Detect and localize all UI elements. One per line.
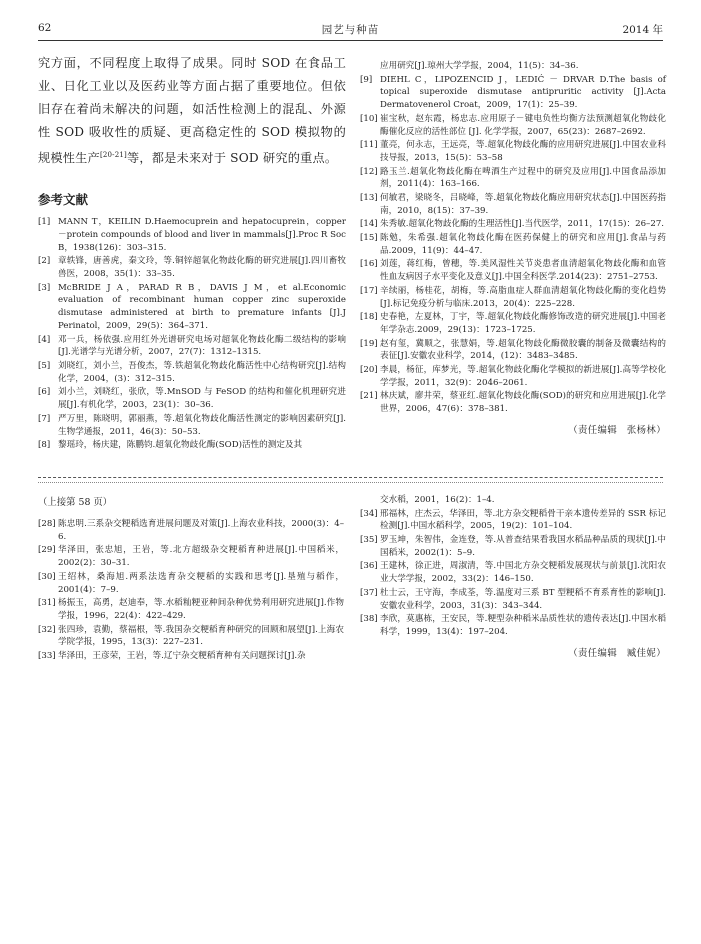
reference-item	[360, 508, 666, 534]
reference-text: 邓一兵，杨依强.应用红外光谱研究电场对超氧化物歧化酶二级结构的影响[J].光谱学与光谱分析，2007，27(7)：1312–1315.	[58, 334, 346, 358]
reference-number: [28]	[38, 519, 56, 529]
header-rule	[38, 40, 663, 41]
reference-number: [11]	[360, 140, 378, 151]
reference-text: 林庆斌，廖井荣，蔡亚红.超氧化物歧化酶(SOD)的研究和应用进展[J].化学世界，2006，47(6)：378–381.	[380, 391, 666, 415]
reference-text: 史春艳，左夏林，丁宇，等.超氧化物歧化酶修饰改造的研究进展[J].中国老年学杂志.2009，29(13)：1723–1725.	[380, 312, 666, 335]
reference-number: [18]	[360, 312, 378, 323]
reference-item	[360, 311, 666, 337]
reference-number: [1]	[38, 217, 51, 228]
reference-text: 刘晓红，刘小兰，吾俊杰，等.铁超氧化物歧化酶活性中心结构研究[J].结构化学，2004，(3)：312–315.	[58, 361, 346, 384]
continuation-reference-list-right	[360, 494, 666, 639]
continuation-editor-note: （责任编辑 臧佳妮）	[568, 647, 666, 659]
reference-item	[38, 518, 344, 544]
reference-item	[38, 360, 346, 386]
reference-number: [3]	[38, 282, 51, 293]
reference-text: 邢福林，庄杰云，华泽田，等.北方杂交粳稻骨干亲本遗传差异的 SSR 标记检测[J].中国水稻科学，2005，19(2)：101–104.	[380, 508, 666, 532]
reference-number: [37]	[360, 587, 378, 598]
reference-number: [29]	[38, 545, 56, 556]
reference-number: [16]	[360, 259, 378, 270]
reference-text: 严万里，陈晓明，郭丽燕，等.超氧化物歧化酶活性测定的影响因素研究[J].生物学通报，2011，46(3)：50–53.	[58, 413, 346, 437]
continuation-left-column	[38, 494, 344, 664]
reference-list-left	[38, 216, 346, 452]
reference-text: 交水稻，2001，16(2)：1–4.	[380, 495, 495, 505]
reference-number: [13]	[360, 192, 378, 203]
reference-text: DIEHL C，LIPOZENCID J，LEDIĆ － DRVAR D.The basis of topical superoxide dismutase antipruritic activity [J].Acta Dermatovenerol Croat，2009，17(1)：25–39.	[380, 74, 666, 111]
reference-item	[360, 390, 666, 416]
continuation-reference-list-left	[38, 518, 344, 663]
reference-item	[38, 597, 344, 623]
continuation-right-column	[360, 494, 666, 659]
reference-number: [33]	[38, 650, 56, 661]
reference-text: 章轶锋，唐善虎，秦文玲，等.铜锌超氧化物歧化酶的研究进展[J].四川畜牧兽医，2008，35(1)：33–35.	[58, 256, 346, 280]
reference-item	[38, 334, 346, 360]
reference-item	[360, 364, 666, 390]
reference-number: [34]	[360, 508, 378, 519]
section-divider	[38, 477, 663, 479]
reference-text: 王建林，徐正进，周淑清，等.中国北方杂交粳稻发展现状与前景[J].沈阳农业大学学报，2002，33(2)：146–150.	[380, 561, 666, 585]
reference-item	[38, 216, 346, 254]
reference-text: 赵有玺，冀顺之，张慧娟，等.超氧化物歧化酶微胶囊的制备及微囊结构的表征[J].安徽农业科学，2014，(12)：3483–3485.	[380, 338, 666, 362]
editor-note: （责任编辑 张杨林）	[568, 424, 666, 436]
journal-year: 2014 年	[622, 24, 663, 36]
reference-text: 王绍林，桑海旭.两系法选育杂交粳稻的实践和思考[J].垦殖与稻作，2001(4)：7–9.	[58, 571, 344, 595]
reference-number: [21]	[360, 391, 378, 402]
reference-text: 刘小兰，刘晓红，张欣，等.MnSOD 与 FeSOD 的结构和催化机理研究进展[J].有机化学，2003，23(1)：30–36.	[58, 387, 346, 411]
reference-item	[38, 413, 346, 439]
reference-text: 李晨，杨征，库梦光，等.超氧化物歧化酶化学模拟的新进展[J].高等学校化学学报，2011，32(9)：2046–2061.	[380, 364, 666, 388]
references-heading: 参考文献	[38, 192, 89, 208]
reference-number: [6]	[38, 387, 51, 398]
reference-text: 张四珍，袁勤，蔡福根，等.我国杂交粳稻育种研究的回顾和展望[J].上海农学院学报，1995，13(3)：227–231.	[58, 624, 344, 648]
reference-number: [12]	[360, 166, 378, 177]
reference-item	[360, 285, 666, 311]
reference-number: [30]	[38, 571, 56, 582]
continuation-label: （上接第 58 页）	[38, 497, 113, 508]
reference-item	[360, 613, 666, 639]
reference-item	[360, 494, 666, 507]
reference-text: 华泽田，王彦荣，王岩，等.辽宁杂交粳稻育种有关问题探讨[J].杂	[58, 650, 306, 661]
reference-item	[360, 587, 666, 613]
reference-text: 辛续丽，杨桂花，胡梅，等.高脂血症人群血清超氧化物歧化酶的变化趋势[J].标记免疫分析与临床.2013，20(4)：225–228.	[380, 285, 666, 309]
reference-item	[38, 282, 346, 333]
reference-number: [31]	[38, 598, 56, 609]
reference-number: [10]	[360, 113, 378, 124]
reference-item	[360, 60, 666, 73]
running-header	[38, 22, 663, 40]
journal-title: 园艺与种苗	[321, 24, 380, 36]
reference-item	[360, 560, 666, 586]
reference-text: 路玉兰.超氧化物歧化酶在啤酒生产过程中的研究及应用[J].中国食品添加剂，2011(4)：163–166.	[380, 166, 666, 190]
reference-item	[360, 218, 666, 231]
reference-item	[360, 534, 666, 560]
reference-number: [15]	[360, 232, 378, 243]
reference-number: [20]	[360, 364, 378, 375]
reference-text: 陈忠明.三系杂交粳稻选育进展问题及对策[J].上海农业科技，2000(3)：4–6.	[58, 519, 344, 542]
reference-list-right	[360, 60, 666, 416]
body-paragraph	[38, 52, 346, 170]
left-column	[38, 52, 346, 453]
reference-text: 黎瑶玲，杨庆建，陈鹏钧.超氧化物歧化酶(SOD)活性的测定及其	[58, 440, 303, 451]
reference-item	[360, 139, 666, 165]
reference-number: [35]	[360, 534, 378, 545]
reference-text: 何敏君，梁晓冬，吕晓峰，等.超氧化物歧化酶应用研究状态[J].中国医药指南，2010，8(15)：37–39.	[380, 192, 666, 216]
reference-item	[38, 571, 344, 597]
reference-item	[38, 650, 344, 663]
reference-item	[38, 439, 346, 452]
reference-number: [2]	[38, 256, 51, 267]
reference-text: 崔宝秋，赵东霞，杨忠志.应用原子－键电负性均衡方法预测超氧化物歧化酶催化反应的活性部位 [J]. 化学学报，2007，65(23)：2687–2692.	[380, 113, 666, 137]
reference-text: 李欣，莫惠栋，王安民，等.粳型杂种稻米品质性状的遗传表达[J].中国水稻科学，1999，13(4)：197–204.	[380, 614, 666, 637]
reference-number: [9]	[360, 74, 373, 85]
reference-item	[360, 338, 666, 364]
reference-number: [38]	[360, 614, 378, 625]
citation-marker: [20-21]	[99, 151, 127, 159]
reference-item	[360, 192, 666, 218]
reference-text: 华泽田，张忠旭，王岩，等.北方超级杂交粳稻育种进展[J].中国稻米，2002(2)：30–31.	[58, 545, 344, 569]
page-number: 62	[38, 22, 52, 34]
reference-number: [5]	[38, 361, 51, 372]
reference-text: 陈勉，朱希强.超氧化物歧化酶在医药保健上的研究和应用[J].食品与药品.2009，11(9)：44–47.	[380, 232, 666, 256]
reference-item	[38, 255, 346, 281]
reference-item	[38, 386, 346, 412]
reference-text: 杜士云，王守海，李成荃，等.温度对三系 BT 型粳稻不育系育性的影响[J].安徽农业科学，2003，31(3)：343–344.	[380, 587, 666, 611]
reference-text: 杨振玉，高勇，赵迪奉，等.水稻籼粳亚种间杂种优势利用研究进展[J].作物学报，1996，22(4)：422–429.	[58, 598, 344, 621]
reference-item	[360, 258, 666, 284]
reference-number: [14]	[360, 219, 378, 230]
right-column	[360, 60, 666, 436]
reference-number: [19]	[360, 338, 378, 349]
paragraph-text-end: 等，都是未来对于 SOD 研究的重点。	[126, 151, 338, 166]
reference-item	[360, 74, 666, 112]
reference-number: [17]	[360, 285, 378, 296]
reference-text: 董亮，何永志，王远亮，等.超氧化物歧化酶的应用研究进展[J].中国农业科技导报，2013，15(5)：53–58	[380, 140, 666, 163]
reference-number: [4]	[38, 334, 51, 345]
reference-text: 应用研究[J].琼州大学学报，2004，11(5)：34–36.	[380, 61, 579, 71]
reference-item	[360, 232, 666, 258]
reference-item	[38, 544, 344, 570]
section-divider-dots	[38, 482, 663, 484]
reference-item	[360, 113, 666, 139]
reference-number: [8]	[38, 440, 51, 451]
reference-item	[360, 166, 666, 192]
reference-number: [32]	[38, 624, 56, 635]
reference-text: McBRIDE J A，PARAD R B，DAVIS J M，et al.Economic evaluation of recombinant human copper zinc superoxide dismutase administered at birth to premature infants [J].J Perinatol，2009，29(5)：364–371.	[58, 282, 346, 332]
reference-text: 罗玉坤，朱智伟，金连登，等.从普查结果看我国水稻品种品质的现状[J].中国稻米，2002(1)：5–9.	[380, 534, 666, 558]
reference-text: MANN T，KEILIN D.Haemocuprein and hepatocuprein，copper－protein compounds of blood and liver in mammals[J].Proc R Soc B，1938(126)：303–315.	[58, 217, 346, 253]
paragraph-text: 究方面，不同程度上取得了成果。同时 SOD 在食品工业、日化工业以及医药业等方面占据了重要地位。但依旧存在着尚未解决的问题，如活性检测上的混乱、外源性 SOD 吸收性的质疑、更高稳定性的 SOD 模拟物的规模性生产	[38, 56, 346, 166]
reference-text: 朱秀敏.超氧化物歧化酶的生理活性[J].当代医学，2011，17(15)：26–27.	[380, 219, 665, 230]
reference-text: 刘莲，蒋红梅，曾穗，等.美风湿性关节炎患者血清超氧化物歧化酶和血管性血友病因子水平变化及意义[J].中国全科医学.2014(23)：2751–2753.	[380, 259, 666, 283]
reference-item	[38, 624, 344, 650]
reference-number: [36]	[360, 561, 378, 572]
reference-number: [7]	[38, 413, 51, 424]
